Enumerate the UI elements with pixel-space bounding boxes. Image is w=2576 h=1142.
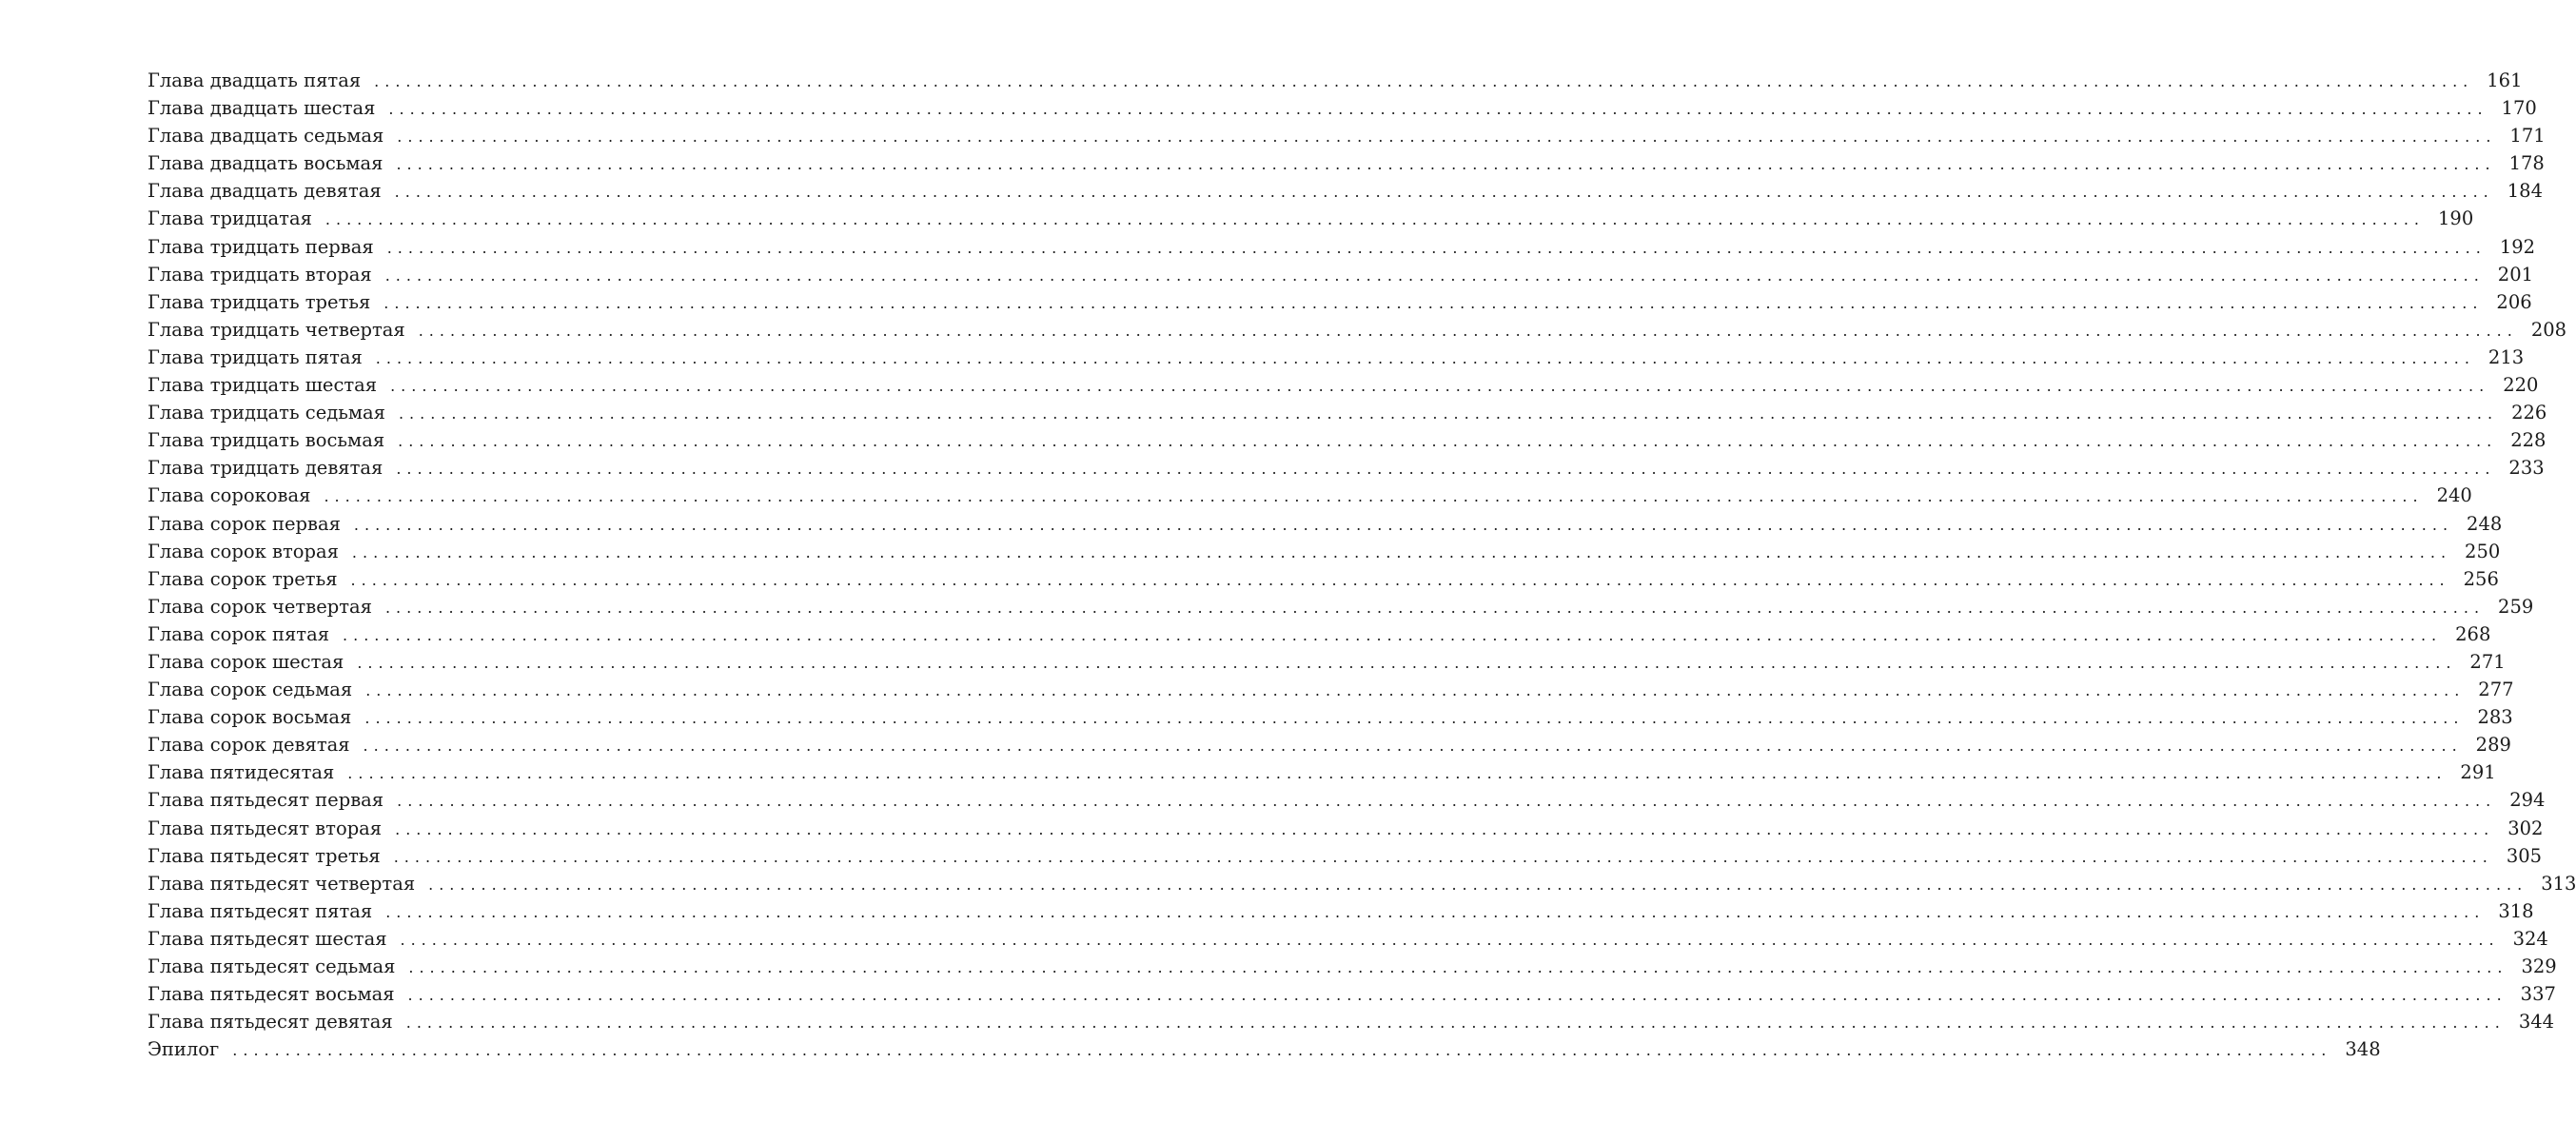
toc-entry xyxy=(147,344,2525,371)
toc-entry xyxy=(147,1035,2381,1063)
toc-entry-title: Глава тридцать четвертая xyxy=(147,318,405,341)
toc-entry xyxy=(147,122,2546,149)
toc-entry-title: Глава сороковая xyxy=(147,484,311,507)
toc-entry-page-number: 248 xyxy=(2467,512,2503,535)
toc-entry-title: Глава тридцать вторая xyxy=(147,263,372,286)
toc-entry xyxy=(147,261,2534,288)
toc-entry xyxy=(147,94,2537,122)
toc-entry-page-number: 184 xyxy=(2507,180,2543,203)
toc-dot-leader: ....................................................................................................................................................................................................... xyxy=(408,958,2508,976)
toc-dot-leader: ....................................................................................................................................................................................................... xyxy=(347,764,2448,783)
toc-dot-leader: ....................................................................................................................................................................................................... xyxy=(324,210,2425,229)
toc-dot-leader: ....................................................................................................................................................................................................... xyxy=(357,653,2457,672)
toc-entry-title: Глава двадцать седьмая xyxy=(147,125,384,148)
toc-entry xyxy=(147,565,2499,593)
toc-entry xyxy=(147,316,2567,344)
toc-entry-page-number: 201 xyxy=(2497,263,2534,286)
toc-entry xyxy=(147,786,2546,814)
toc-entry-title: Глава тридцать шестая xyxy=(147,374,378,397)
toc-entry-page-number: 170 xyxy=(2501,97,2537,120)
toc-entry-title: Глава сорок четвертая xyxy=(147,595,372,618)
toc-dot-leader: ....................................................................................................................................................................................................... xyxy=(384,266,2485,285)
toc-dot-leader: ....................................................................................................................................................................................................... xyxy=(428,875,2528,894)
toc-entry-page-number: 313 xyxy=(2541,872,2576,895)
toc-dot-leader: ....................................................................................................................................................................................................... xyxy=(390,377,2490,396)
toc-entry xyxy=(147,399,2547,426)
toc-dot-leader: ....................................................................................................................................................................................................... xyxy=(385,902,2486,921)
toc-dot-leader: ....................................................................................................................................................................................................... xyxy=(393,847,2493,866)
toc-entry xyxy=(147,454,2545,482)
toc-entry-title: Глава сорок шестая xyxy=(147,650,344,673)
toc-entry-page-number: 337 xyxy=(2520,983,2556,1006)
toc-entry-title: Глава пятьдесят четвертая xyxy=(147,872,416,895)
toc-dot-leader: ....................................................................................................................................................................................................... xyxy=(353,515,2454,534)
toc-entry xyxy=(147,67,2523,94)
toc-entry-title: Глава тридцать пятая xyxy=(147,345,363,368)
toc-entry-page-number: 192 xyxy=(2499,235,2536,258)
toc-dot-leader: ....................................................................................................................................................................................................... xyxy=(351,542,2452,561)
toc-entry xyxy=(147,980,2556,1008)
toc-entry-title: Глава пятьдесят девятая xyxy=(147,1011,393,1034)
toc-entry-title: Глава пятьдесят восьмая xyxy=(147,983,395,1006)
toc-entry-page-number: 250 xyxy=(2465,540,2501,562)
toc-entry-title: Глава тридцать первая xyxy=(147,235,374,258)
toc-entry-title: Глава тридцать седьмая xyxy=(147,402,385,424)
toc-dot-leader: ....................................................................................................................................................................................................... xyxy=(343,625,2443,644)
toc-entry xyxy=(147,731,2511,758)
toc-dot-leader: ....................................................................................................................................................................................................... xyxy=(388,100,2488,119)
toc-entry-title: Глава пятьдесят пятая xyxy=(147,899,373,922)
toc-entry-page-number: 283 xyxy=(2477,706,2513,729)
toc-entry xyxy=(147,593,2534,620)
toc-dot-leader: ....................................................................................................................................................................................................... xyxy=(397,792,2497,811)
toc-entry-page-number: 259 xyxy=(2498,595,2534,618)
toc-entry-page-number: 291 xyxy=(2460,761,2496,784)
toc-entry xyxy=(147,177,2543,205)
toc-dot-leader: ....................................................................................................................................................................................................... xyxy=(365,681,2466,700)
toc-entry-title: Глава двадцать шестая xyxy=(147,97,376,120)
toc-entry-page-number: 318 xyxy=(2498,899,2534,922)
toc-dot-leader: ....................................................................................................................................................................................................... xyxy=(383,293,2484,312)
toc-entry-page-number: 305 xyxy=(2506,844,2543,867)
toc-entry xyxy=(147,953,2557,980)
toc-entry-page-number: 190 xyxy=(2438,207,2474,230)
toc-entry-page-number: 271 xyxy=(2469,650,2506,673)
toc-entry xyxy=(147,925,2548,953)
toc-entry-title: Глава тридцать третья xyxy=(147,290,371,313)
toc-entry-title: Глава тридцать девятая xyxy=(147,457,383,480)
toc-entry-title: Глава пятьдесят третья xyxy=(147,844,381,867)
toc-entry xyxy=(147,758,2496,786)
toc-dot-leader: ....................................................................................................................................................................................................... xyxy=(374,72,2474,90)
toc-entry xyxy=(147,676,2514,703)
toc-entry-page-number: 324 xyxy=(2512,927,2548,950)
toc-entry-title: Глава двадцать девятая xyxy=(147,180,382,203)
toc-entry-page-number: 206 xyxy=(2496,290,2532,313)
toc-entry xyxy=(147,870,2576,897)
toc-entry-page-number: 208 xyxy=(2530,318,2567,341)
toc-entry-title: Глава сорок седьмая xyxy=(147,679,353,701)
toc-dot-leader: ....................................................................................................................................................................................................... xyxy=(396,460,2496,479)
table-of-contents xyxy=(147,67,2576,1063)
toc-entry xyxy=(147,703,2513,731)
toc-entry-page-number: 240 xyxy=(2436,484,2472,507)
toc-dot-leader: ....................................................................................................................................................................................................... xyxy=(324,487,2424,506)
toc-entry-title: Глава пятьдесят шестая xyxy=(147,927,387,950)
toc-entry xyxy=(147,205,2474,232)
toc-entry xyxy=(147,510,2503,538)
toc-entry-page-number: 226 xyxy=(2511,402,2547,424)
toc-entry-title: Глава пятьдесят седьмая xyxy=(147,955,396,977)
toc-dot-leader: ....................................................................................................................................................................................................... xyxy=(232,1041,2332,1060)
toc-entry xyxy=(147,149,2545,177)
toc-entry xyxy=(147,842,2543,870)
toc-entry-page-number: 329 xyxy=(2521,955,2557,977)
toc-dot-leader: ....................................................................................................................................................................................................... xyxy=(394,183,2494,202)
toc-entry-page-number: 228 xyxy=(2510,429,2547,452)
toc-entry-title: Глава пятьдесят первая xyxy=(147,789,384,812)
toc-entry-title: Эпилог xyxy=(147,1038,220,1061)
toc-dot-leader: ....................................................................................................................................................................................................... xyxy=(396,155,2496,174)
toc-entry xyxy=(147,426,2547,454)
toc-entry-title: Глава сорок пятая xyxy=(147,622,330,645)
toc-entry xyxy=(147,233,2536,261)
toc-entry-title: Глава сорок вторая xyxy=(147,540,339,562)
toc-entry xyxy=(147,482,2472,509)
toc-entry-title: Глава пятидесятая xyxy=(147,761,335,784)
toc-entry-title: Глава сорок первая xyxy=(147,512,341,535)
toc-dot-leader: ....................................................................................................................................................................................................... xyxy=(397,128,2497,147)
toc-entry-title: Глава тридцать восьмая xyxy=(147,429,385,452)
toc-entry xyxy=(147,288,2532,316)
toc-entry-page-number: 213 xyxy=(2488,345,2525,368)
toc-entry xyxy=(147,897,2534,925)
toc-entry-page-number: 178 xyxy=(2508,152,2545,175)
toc-entry-page-number: 289 xyxy=(2475,734,2511,757)
toc-dot-leader: ....................................................................................................................................................................................................... xyxy=(384,598,2486,617)
toc-dot-leader: ....................................................................................................................................................................................................... xyxy=(363,737,2463,756)
toc-entry-page-number: 277 xyxy=(2478,679,2514,701)
toc-entry-page-number: 256 xyxy=(2463,567,2499,590)
toc-entry-title: Глава двадцать пятая xyxy=(147,69,362,91)
toc-entry xyxy=(147,815,2544,842)
toc-dot-leader: ....................................................................................................................................................................................................... xyxy=(398,432,2498,451)
toc-entry xyxy=(147,371,2539,399)
toc-entry-title: Глава сорок третья xyxy=(147,567,338,590)
toc-entry-page-number: 220 xyxy=(2503,374,2539,397)
toc-dot-leader: ....................................................................................................................................................................................................... xyxy=(400,930,2500,949)
toc-entry-page-number: 348 xyxy=(2345,1038,2381,1061)
toc-entry xyxy=(147,648,2506,676)
toc-entry-page-number: 233 xyxy=(2508,457,2545,480)
toc-entry xyxy=(147,1008,2555,1035)
toc-dot-leader: ....................................................................................................................................................................................................... xyxy=(375,348,2475,367)
toc-entry-page-number: 344 xyxy=(2518,1011,2555,1034)
toc-entry-page-number: 161 xyxy=(2487,69,2523,91)
toc-entry-title: Глава сорок восьмая xyxy=(147,706,352,729)
toc-entry-page-number: 268 xyxy=(2455,622,2491,645)
toc-entry-page-number: 294 xyxy=(2509,789,2546,812)
toc-entry-title: Глава двадцать восьмая xyxy=(147,152,383,175)
toc-entry xyxy=(147,620,2491,648)
toc-dot-leader: ....................................................................................................................................................................................................... xyxy=(407,986,2507,1005)
toc-entry-page-number: 171 xyxy=(2509,125,2546,148)
toc-entry-title: Глава сорок девятая xyxy=(147,734,350,757)
toc-entry-title: Глава тридцатая xyxy=(147,207,312,230)
toc-dot-leader: ....................................................................................................................................................................................................... xyxy=(405,1014,2506,1033)
toc-dot-leader: ....................................................................................................................................................................................................... xyxy=(395,819,2495,838)
toc-entry-title: Глава пятьдесят вторая xyxy=(147,817,383,839)
toc-dot-leader: ....................................................................................................................................................................................................... xyxy=(418,321,2518,340)
toc-entry xyxy=(147,538,2501,565)
toc-dot-leader: ....................................................................................................................................................................................................... xyxy=(398,404,2499,423)
toc-dot-leader: ....................................................................................................................................................................................................... xyxy=(350,570,2450,589)
toc-dot-leader: ....................................................................................................................................................................................................... xyxy=(364,709,2465,728)
toc-entry-page-number: 302 xyxy=(2507,817,2544,839)
toc-dot-leader: ....................................................................................................................................................................................................... xyxy=(386,238,2487,257)
